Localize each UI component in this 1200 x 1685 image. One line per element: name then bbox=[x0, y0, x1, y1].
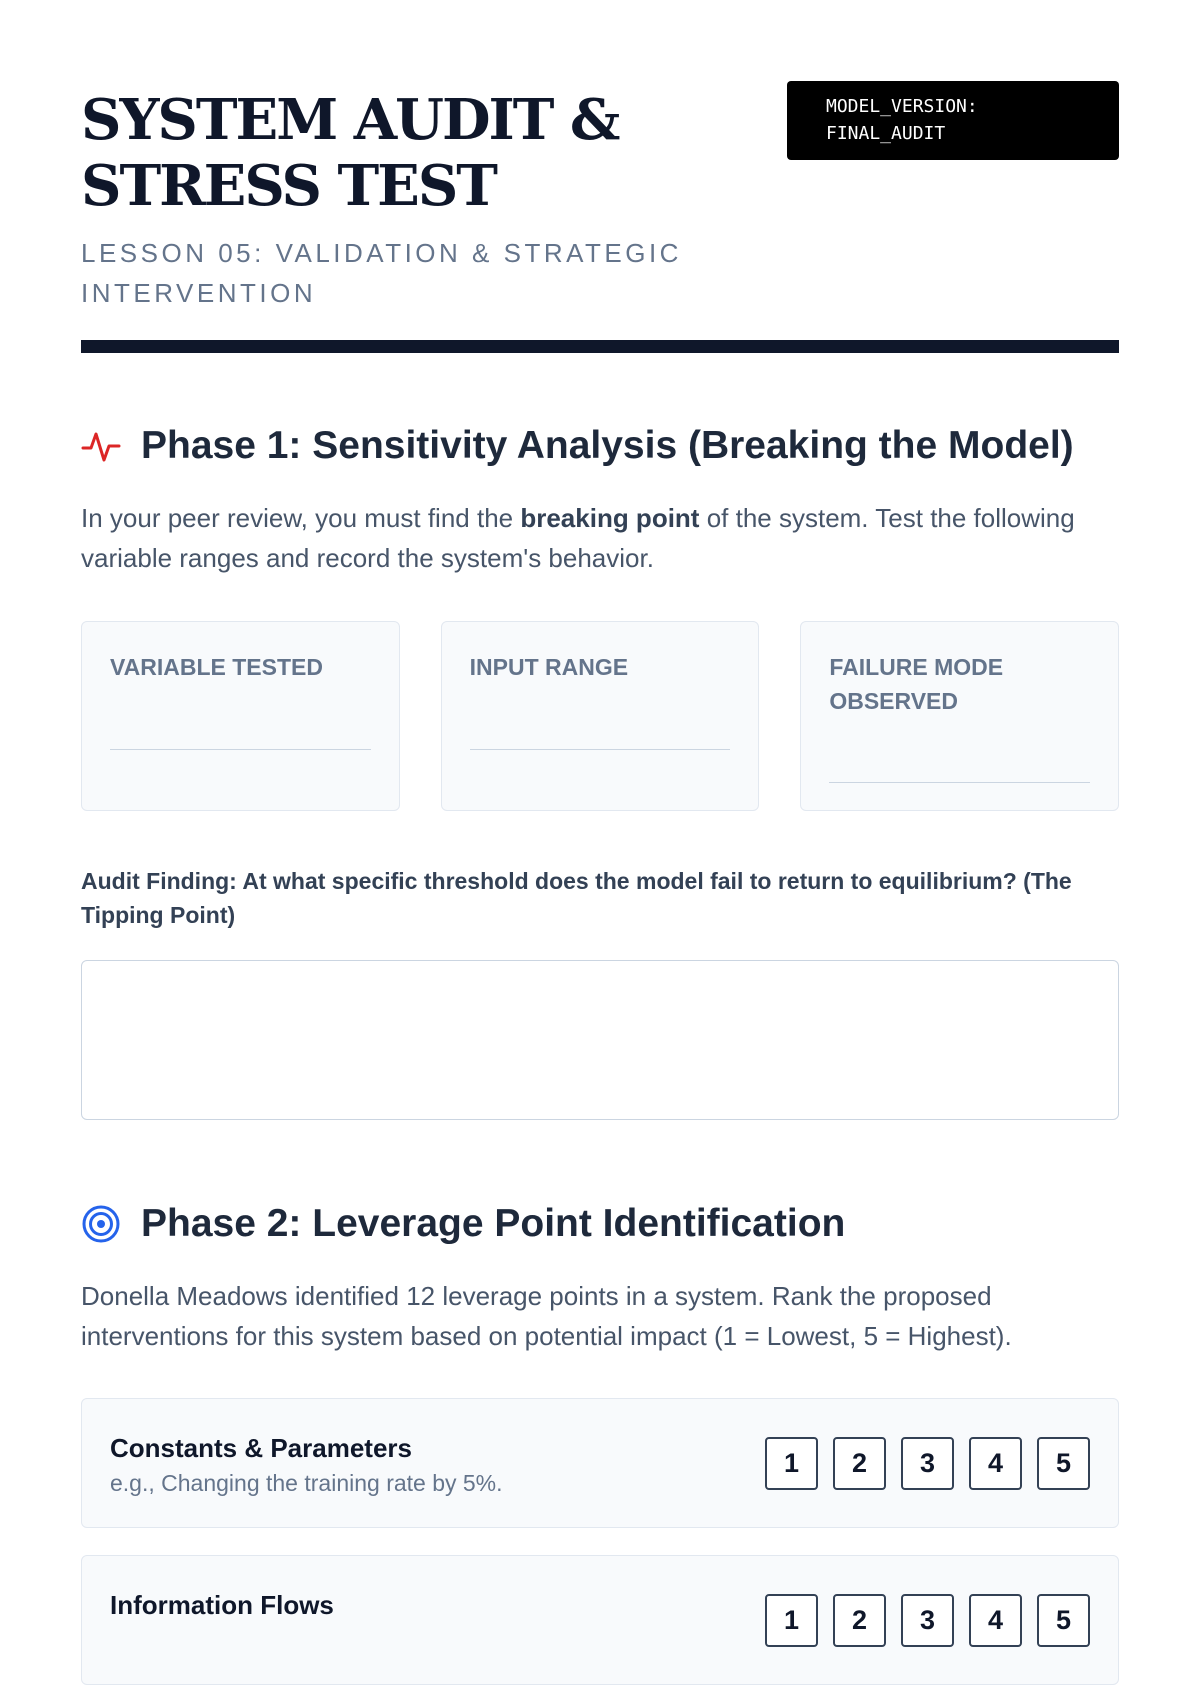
rank-scale bbox=[765, 1594, 1090, 1647]
card-label: INPUT RANGE bbox=[469, 654, 629, 680]
input-range-card bbox=[441, 621, 760, 811]
test-record-cards bbox=[81, 621, 1119, 811]
rank-button-2[interactable]: 2 bbox=[833, 1594, 886, 1647]
rank-button-5[interactable]: 5 bbox=[1037, 1437, 1090, 1490]
header bbox=[81, 0, 1119, 356]
phase-1-intro bbox=[81, 498, 1119, 578]
failure-mode-field[interactable] bbox=[829, 782, 1090, 783]
phase-2-title: Phase 2: Leverage Point Identification bbox=[141, 1202, 846, 1245]
rank-scale bbox=[765, 1437, 1090, 1490]
input-range-field[interactable] bbox=[470, 749, 731, 750]
intervention-name: Information Flows bbox=[110, 1590, 334, 1620]
intro-text-end: of the system. Test the following variable ranges and record the system's behavior. bbox=[81, 503, 1075, 573]
phase-2-intro: Donella Meadows identified 12 leverage points in a system. Rank the proposed interventions for this system based on potential impact (1 = Lowest, 5 = Highest). bbox=[81, 1281, 1012, 1351]
variable-tested-field[interactable] bbox=[110, 749, 371, 750]
intervention-example: e.g., Changing the training rate by 5%. bbox=[110, 1470, 503, 1496]
rank-button-4[interactable]: 4 bbox=[969, 1594, 1022, 1647]
target-icon bbox=[81, 1204, 121, 1244]
rank-button-3[interactable]: 3 bbox=[901, 1437, 954, 1490]
version-label: MODEL_VERSION: bbox=[826, 96, 978, 117]
page-title: SYSTEM AUDIT & STRESS TEST bbox=[81, 87, 619, 219]
failure-mode-card bbox=[800, 621, 1119, 811]
audit-finding-prompt: Audit Finding: At what specific threshold does the model fail to return to equilibrium? (The Tipping Point) bbox=[81, 868, 1072, 928]
version-value: FINAL_AUDIT bbox=[826, 123, 946, 144]
intervention-name: Constants & Parameters bbox=[110, 1433, 412, 1463]
rank-button-1[interactable]: 1 bbox=[765, 1594, 818, 1647]
phase-1-header bbox=[81, 422, 1119, 470]
phase-1-title: Phase 1: Sensitivity Analysis (Breaking the Model) bbox=[141, 424, 1074, 467]
phase-2-header bbox=[81, 1200, 1119, 1248]
model-version-badge bbox=[787, 81, 1119, 160]
header-divider bbox=[81, 340, 1119, 353]
card-label: VARIABLE TESTED bbox=[110, 654, 323, 680]
intervention-row bbox=[81, 1398, 1119, 1528]
page-subtitle: LESSON 05: VALIDATION & STRATEGIC INTERVENTION bbox=[81, 238, 682, 308]
rank-button-5[interactable]: 5 bbox=[1037, 1594, 1090, 1647]
rank-button-1[interactable]: 1 bbox=[765, 1437, 818, 1490]
intervention-row bbox=[81, 1555, 1119, 1685]
card-label: FAILURE MODE OBSERVED bbox=[829, 654, 1004, 714]
phase-2-section bbox=[81, 1200, 1119, 1635]
intro-emphasis: breaking point bbox=[520, 503, 700, 533]
variable-tested-card bbox=[81, 621, 400, 811]
phase-1-section bbox=[81, 422, 1119, 928]
audit-finding-textarea[interactable] bbox=[81, 960, 1119, 1120]
rank-button-4[interactable]: 4 bbox=[969, 1437, 1022, 1490]
intro-text-start: In your peer review, you must find the bbox=[81, 503, 521, 533]
rank-button-2[interactable]: 2 bbox=[833, 1437, 886, 1490]
rank-button-3[interactable]: 3 bbox=[901, 1594, 954, 1647]
pulse-icon bbox=[81, 426, 121, 466]
